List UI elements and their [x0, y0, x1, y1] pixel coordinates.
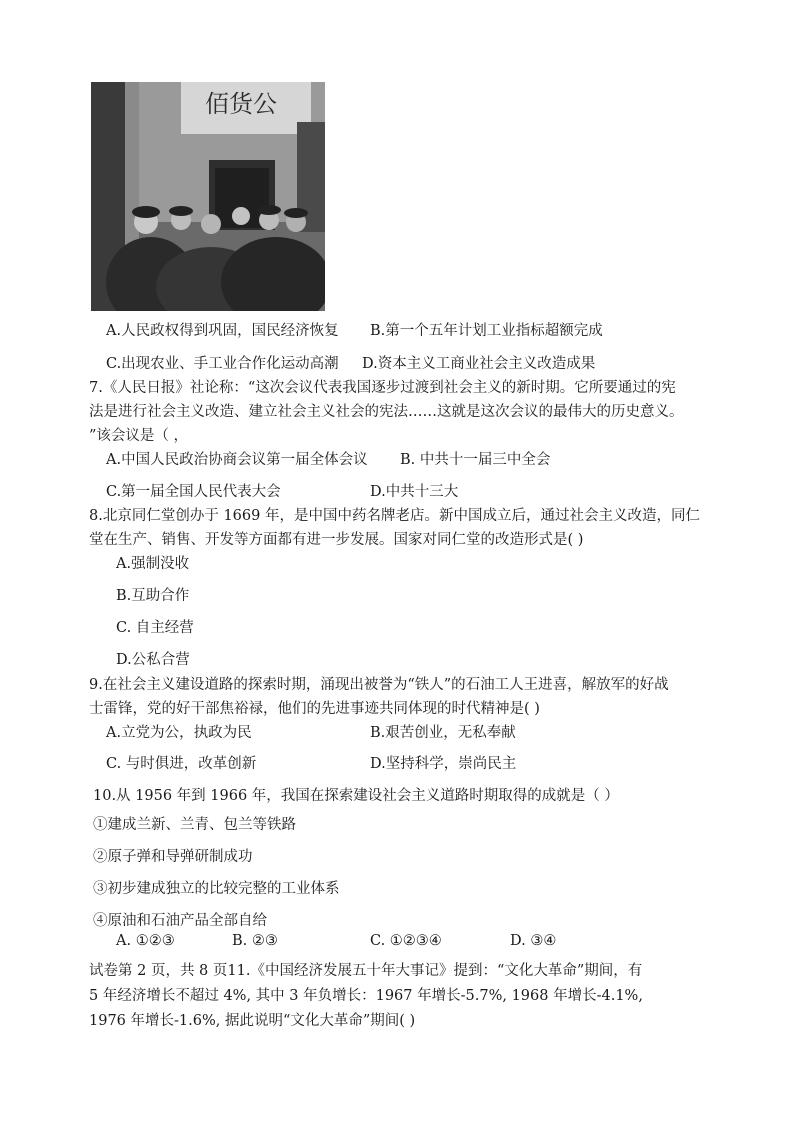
q8-stem-line2: 堂在生产、销售、开发等方面都有进一步发展。国家对同仁堂的改造形式是( ): [89, 532, 584, 548]
q10-option-b: B. ②③: [232, 933, 278, 949]
q10-option-a: A. ①②③: [116, 933, 175, 949]
q11-stem-line1: 11.《中国经济发展五十年大事记》提到：“文化大革命”期间，有: [227, 963, 643, 979]
page-footer-note: 试卷第 2 页，共 8 页: [89, 963, 228, 979]
q11-stem-line2: 5 年经济增长不超过 4%, 其中 3 年负增长：1967 年增长-5.7%, 1968 年增长-4.1%,: [89, 988, 643, 1004]
photo-graphic: [91, 82, 325, 311]
q8-stem-line1: 8.北京同仁堂创办于 1669 年，是中国中药名牌老店。新中国成立后，通过社会主义改造，同仁: [89, 508, 700, 524]
q10-option-c: C. ①②③④: [370, 933, 442, 949]
q10-item-2: ②原子弹和导弹研制成功: [93, 849, 253, 865]
q8-option-c: C. 自主经营: [116, 620, 194, 636]
q7-stem-line3: ”该会议是（ ，: [89, 428, 189, 444]
q9-stem-line2: 士雷锋，党的好干部焦裕禄，他们的先进事迹共同体现的时代精神是( ): [89, 701, 540, 717]
q7-option-a: A.中国人民政治协商会议第一届全体会议: [106, 452, 368, 468]
q8-option-a: A.强制没收: [116, 556, 190, 572]
photo-sign-text: 佰货公: [205, 90, 277, 118]
q8-option-b: B.互助合作: [116, 588, 190, 604]
q6-option-d: D.资本主义工商业社会主义改造成果: [362, 356, 596, 372]
q7-stem-line1: 7.《人民日报》社论称：“这次会议代表我国逐步过渡到社会主义的新时期。它所要通过的宪: [89, 380, 676, 396]
q7-option-b: B. 中共十一届三中全会: [400, 452, 551, 468]
q6-option-b: B.第一个五年计划工业指标超额完成: [370, 323, 603, 339]
q9-option-c: C. 与时俱进，改革创新: [106, 756, 257, 772]
q6-option-a: A.人民政权得到巩固，国民经济恢复: [106, 323, 339, 339]
q10-item-4: ④原油和石油产品全部自给: [93, 913, 267, 929]
q7-option-d: D.中共十三大: [370, 484, 459, 500]
q10-item-1: ①建成兰新、兰青、包兰等铁路: [93, 817, 296, 833]
q11-stem-line3: 1976 年增长-1.6%, 据此说明“文化大革命”期间( ): [89, 1013, 416, 1029]
q9-option-d: D.坚持科学，崇尚民主: [370, 756, 517, 772]
q11-line1: [89, 959, 642, 980]
q9-stem-line1: 9.在社会主义建设道路的探索时期，涌现出被誉为“铁人”的石油工人王进喜，解放军的好战: [89, 677, 669, 693]
q7-option-c: C.第一届全国人民代表大会: [106, 484, 281, 500]
q10-stem: 10.从 1956 年到 1966 年，我国在探索建设社会主义道路时期取得的成就是（ ）: [93, 788, 619, 804]
q8-option-d: D.公私合营: [116, 652, 190, 668]
q10-option-d: D. ③④: [510, 933, 557, 949]
q10-item-3: ③初步建成独立的比较完整的工业体系: [93, 881, 340, 897]
historical-photo: [91, 82, 325, 311]
q7-stem-line2: 法是进行社会主义改造、建立社会主义社会的宪法……这就是这次会议的最伟大的历史意义。: [89, 404, 684, 420]
q9-option-a: A.立党为公，执政为民: [106, 725, 252, 741]
q6-option-c: C.出现农业、手工业合作化运动高潮: [106, 356, 339, 372]
q9-option-b: B.艰苦创业，无私奉献: [370, 725, 516, 741]
